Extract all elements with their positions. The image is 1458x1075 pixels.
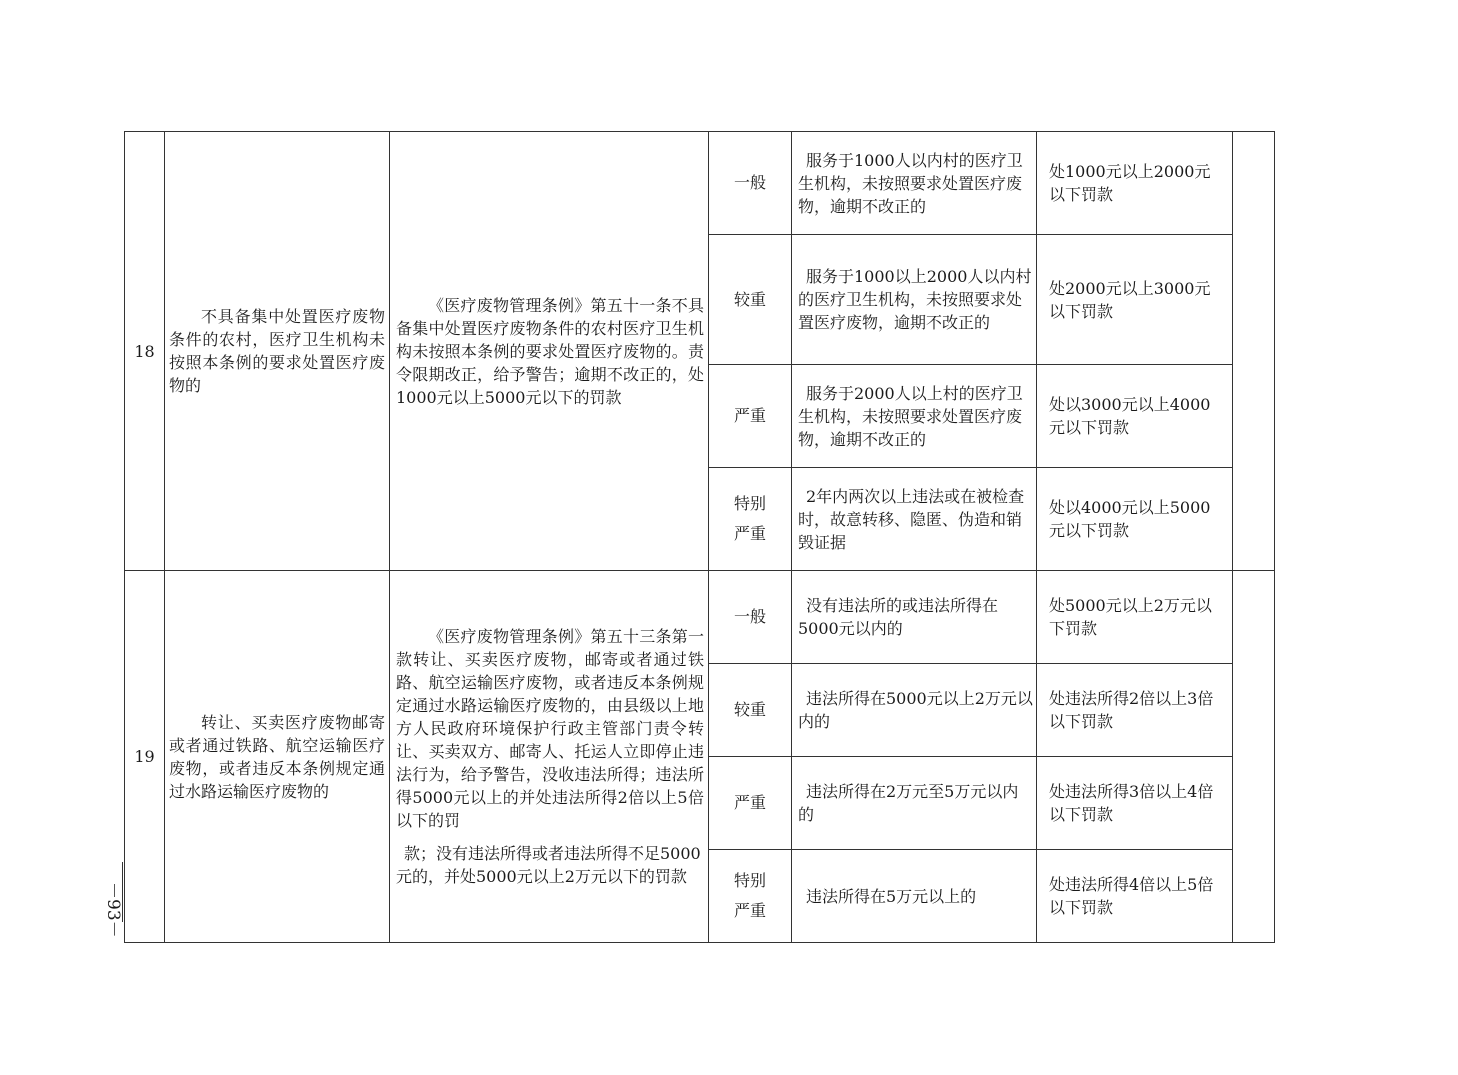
violation-condition xyxy=(792,132,1037,235)
penalty-amount: 处1000元以上2000元以下罚款 xyxy=(1037,132,1233,235)
violation-condition-text: 2年内两次以上违法或在被检查时，故意转移、隐匿、伪造和销毁证据 xyxy=(798,486,1025,552)
penalty-amount: 处违法所得2倍以上3倍以下罚款 xyxy=(1037,664,1233,757)
violation-condition-text: 违法所得在2万元至5万元以内的 xyxy=(798,782,1019,824)
violation-condition xyxy=(792,468,1037,571)
penalty-amount: 处以4000元以上5000元以下罚款 xyxy=(1037,468,1233,571)
violation-condition-text: 违法所得在5000元以上2万元以内的 xyxy=(798,689,1033,731)
violation-condition-text: 违法所得在5万元以上的 xyxy=(806,886,977,906)
table-row xyxy=(125,571,1275,664)
severity-level: 严重 xyxy=(709,757,792,850)
penalty-amount: 处以3000元以上4000元以下罚款 xyxy=(1037,365,1233,468)
remarks-cell xyxy=(1233,571,1275,943)
table-row xyxy=(125,132,1275,235)
severity-level: 一般 xyxy=(709,132,792,235)
severity-level: 严重 xyxy=(709,365,792,468)
severity-level xyxy=(709,850,792,943)
penalty-amount: 处5000元以上2万元以下罚款 xyxy=(1037,571,1233,664)
violation-condition xyxy=(792,757,1037,850)
violation-condition-text: 没有违法所的或违法所得在5000元以内的 xyxy=(798,596,999,638)
row-number: 19 xyxy=(125,571,165,943)
severity-level-line1: 特别 xyxy=(733,871,766,890)
violation-condition xyxy=(792,365,1037,468)
legal-basis-continuation: 款；没有违法所得或者违法所得不足5000元的，并处5000元以上2万元以下的罚款 xyxy=(396,844,701,886)
remarks-cell xyxy=(1233,132,1275,571)
violation-description-text: 转让、买卖医疗废物邮寄或者通过铁路、航空运输医疗废物，或者违反本条例规定通过水路运输医疗废物的 xyxy=(169,712,385,801)
violation-description-text: 不具备集中处置医疗废物条件的农村，医疗卫生机构未按照本条例的要求处置医疗废物的 xyxy=(169,307,385,395)
severity-level: 较重 xyxy=(709,235,792,365)
penalty-amount: 处2000元以上3000元以下罚款 xyxy=(1037,235,1233,365)
violation-description xyxy=(165,571,390,943)
legal-basis-text: 《医疗废物管理条例》第五十三条第一款转让、买卖医疗废物，邮寄或者通过铁路、航空运输医疗废物，或者违反本条例规定通过水路运输医疗废物的，由县级以上地方人民政府环境保护行政主管部门责令转让、买卖双方、邮寄人、托运人立即停止违法行为，给予警告，没收违法所得；违法所得5000元以上的并处违法所得2倍以上5倍以下的罚 xyxy=(396,627,704,830)
page-number: －93－ xyxy=(103,882,123,938)
legal-basis-text: 《医疗废物管理条例》第五十一条不具备集中处置医疗废物条件的农村医疗卫生机构未按照本条例的要求处置医疗废物的。责令限期改正，给予警告；逾期不改正的，处1000元以上5000元以下的罚款 xyxy=(396,295,704,407)
penalty-amount: 处违法所得3倍以上4倍以下罚款 xyxy=(1037,757,1233,850)
penalty-amount: 处违法所得4倍以上5倍以下罚款 xyxy=(1037,850,1233,943)
violation-condition-text: 服务于2000人以上村的医疗卫生机构，未按照要求处置医疗废物，逾期不改正的 xyxy=(798,383,1023,449)
severity-level: 一般 xyxy=(709,571,792,664)
violation-condition xyxy=(792,664,1037,757)
violation-condition xyxy=(792,235,1037,365)
severity-level-line2: 严重 xyxy=(733,901,766,920)
penalty-standards-table xyxy=(124,131,1275,943)
violation-condition-text: 服务于1000人以内村的医疗卫生机构，未按照要求处置医疗废物，逾期不改正的 xyxy=(798,150,1023,216)
severity-level xyxy=(709,468,792,571)
violation-description xyxy=(165,132,390,571)
severity-level: 较重 xyxy=(709,664,792,757)
legal-basis xyxy=(390,132,709,571)
violation-condition xyxy=(792,571,1037,664)
legal-basis xyxy=(390,571,709,943)
severity-level-line1: 特别 xyxy=(733,494,766,513)
row-number: 18 xyxy=(125,132,165,571)
severity-level-line2: 严重 xyxy=(733,524,766,543)
violation-condition-text: 服务于1000以上2000人以内村的医疗卫生机构，未按照要求处置医疗废物，逾期不改正的 xyxy=(798,267,1032,332)
violation-condition xyxy=(792,850,1037,943)
